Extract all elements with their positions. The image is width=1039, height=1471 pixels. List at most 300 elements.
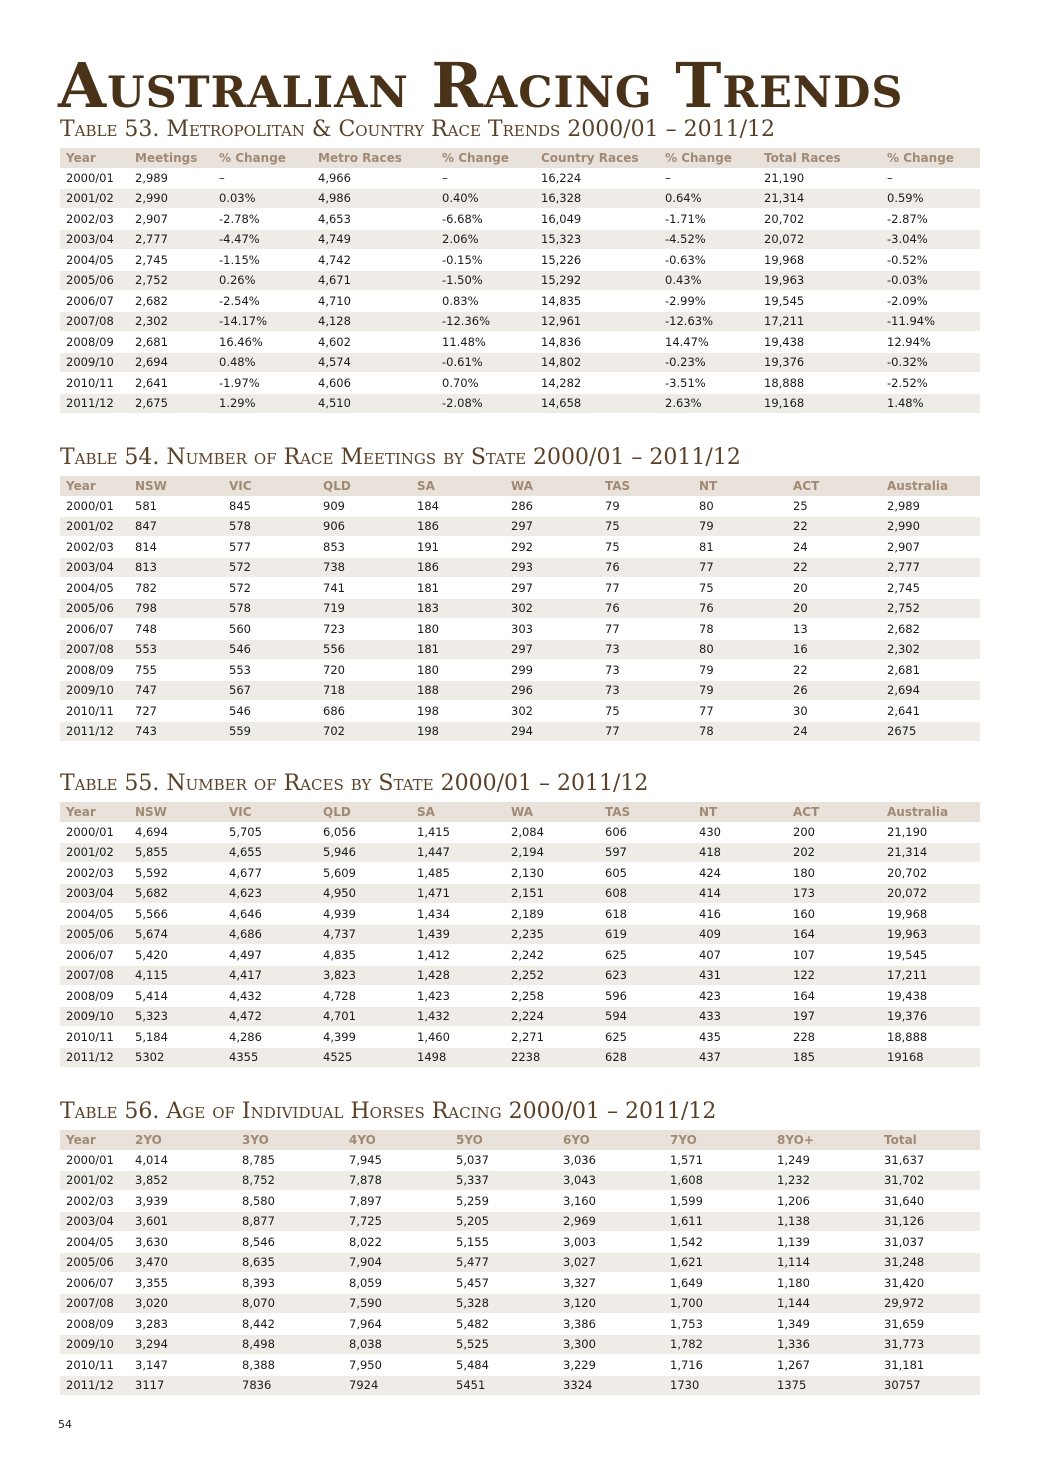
year-cell: 2008/09	[60, 660, 129, 681]
table-cell: 8,022	[343, 1232, 450, 1253]
table-cell: 4,737	[317, 924, 411, 945]
table-cell: 5,205	[450, 1211, 557, 1232]
table-cell: 1,599	[664, 1191, 771, 1212]
table-cell: 2,084	[505, 822, 599, 842]
table-cell: 1375	[771, 1375, 878, 1396]
table-row	[60, 352, 980, 373]
column-header: Australia	[881, 802, 980, 822]
column-header: Total Races	[758, 148, 881, 168]
table-row	[60, 168, 980, 188]
table-row	[60, 1006, 980, 1027]
year-cell: 2004/05	[60, 578, 129, 599]
table-cell: 3,003	[557, 1232, 664, 1253]
table-cell: 2,682	[881, 619, 980, 640]
table-cell: 2,989	[881, 496, 980, 516]
table-54-title: Table 54. Number of Race Meetings by State 2000/01 – 2011/12	[60, 445, 741, 470]
table-cell: 3,147	[129, 1355, 236, 1376]
table-cell: 31,181	[878, 1355, 980, 1376]
table-cell: 8,877	[236, 1211, 343, 1232]
table-cell: 594	[599, 1006, 693, 1027]
table-cell: 3,470	[129, 1252, 236, 1273]
year-cell: 2001/02	[60, 1170, 129, 1191]
table-cell: 164	[787, 986, 881, 1007]
table-cell: 5,037	[450, 1150, 557, 1170]
table-cell: 1,349	[771, 1314, 878, 1335]
table-cell: 198	[411, 701, 505, 722]
table-cell: 748	[129, 619, 223, 640]
column-header: 3YO	[236, 1130, 343, 1150]
table-cell: 416	[693, 904, 787, 925]
year-cell: 2005/06	[60, 270, 129, 291]
table-header-row	[60, 1130, 980, 1150]
table-cell: 14.47%	[659, 332, 758, 353]
year-cell: 2008/09	[60, 986, 129, 1007]
table-cell: 2,752	[881, 598, 980, 619]
table-row	[60, 1252, 980, 1273]
table-row	[60, 883, 980, 904]
table-cell: 4,128	[312, 311, 436, 332]
table-header-row	[60, 802, 980, 822]
table-cell: 122	[787, 965, 881, 986]
table-cell: 7836	[236, 1375, 343, 1396]
table-53-metro-country-trends	[60, 148, 980, 414]
column-header: 6YO	[557, 1130, 664, 1150]
table-cell: 2,189	[505, 904, 599, 925]
table-row	[60, 945, 980, 966]
table-row	[60, 924, 980, 945]
table-cell: 1,412	[411, 945, 505, 966]
table-cell: 608	[599, 883, 693, 904]
table-cell: 747	[129, 680, 223, 701]
table-cell: 4,497	[223, 945, 317, 966]
table-cell: 186	[411, 516, 505, 537]
table-cell: 19,545	[758, 291, 881, 312]
table-cell: 286	[505, 496, 599, 516]
table-cell: 628	[599, 1047, 693, 1068]
table-cell: 3,630	[129, 1232, 236, 1253]
year-cell: 2005/06	[60, 924, 129, 945]
table-cell: -12.63%	[659, 311, 758, 332]
table-cell: 741	[317, 578, 411, 599]
table-cell: 7,590	[343, 1293, 450, 1314]
table-row	[60, 701, 980, 722]
table-cell: 4,014	[129, 1150, 236, 1170]
table-cell: 720	[317, 660, 411, 681]
table-cell: 76	[693, 598, 787, 619]
table-cell: 4,749	[312, 229, 436, 250]
table-cell: 12.94%	[881, 332, 980, 353]
table-cell: –	[213, 168, 312, 188]
table-cell: -2.08%	[436, 393, 535, 414]
table-cell: 4,653	[312, 209, 436, 230]
table-cell: -4.52%	[659, 229, 758, 250]
table-cell: 5,477	[450, 1252, 557, 1273]
table-cell: 20	[787, 598, 881, 619]
table-row	[60, 904, 980, 925]
table-cell: 4,646	[223, 904, 317, 925]
table-cell: -0.61%	[436, 352, 535, 373]
table-cell: 6,056	[317, 822, 411, 842]
table-cell: 906	[317, 516, 411, 537]
table-cell: 29,972	[878, 1293, 980, 1314]
table-cell: 2,969	[557, 1211, 664, 1232]
table-cell: 8,752	[236, 1170, 343, 1191]
year-cell: 2002/03	[60, 537, 129, 558]
table-cell: 26	[787, 680, 881, 701]
table-cell: 782	[129, 578, 223, 599]
table-cell: -14.17%	[213, 311, 312, 332]
year-cell: 2002/03	[60, 209, 129, 230]
table-cell: 0.59%	[881, 188, 980, 209]
table-cell: 79	[693, 516, 787, 537]
table-cell: 75	[599, 701, 693, 722]
table-cell: 424	[693, 863, 787, 884]
table-cell: –	[436, 168, 535, 188]
table-cell: 0.64%	[659, 188, 758, 209]
table-cell: 4,606	[312, 373, 436, 394]
table-cell: 183	[411, 598, 505, 619]
table-cell: 7,950	[343, 1355, 450, 1376]
table-cell: 294	[505, 721, 599, 742]
table-cell: 297	[505, 516, 599, 537]
table-cell: 560	[223, 619, 317, 640]
table-cell: 718	[317, 680, 411, 701]
table-cell: 3,120	[557, 1293, 664, 1314]
table-cell: 4,286	[223, 1027, 317, 1048]
table-cell: 3,043	[557, 1170, 664, 1191]
table-cell: 197	[787, 1006, 881, 1027]
table-cell: 22	[787, 516, 881, 537]
table-cell: 853	[317, 537, 411, 558]
table-row	[60, 229, 980, 250]
table-cell: 2,907	[881, 537, 980, 558]
table-cell: 5451	[450, 1375, 557, 1396]
table-cell: 3,939	[129, 1191, 236, 1212]
table-cell: 1,485	[411, 863, 505, 884]
table-cell: 4,623	[223, 883, 317, 904]
year-cell: 2008/09	[60, 1314, 129, 1335]
table-cell: 597	[599, 842, 693, 863]
year-cell: 2007/08	[60, 639, 129, 660]
page-title: Australian Racing Trends	[58, 49, 904, 122]
table-cell: 8,635	[236, 1252, 343, 1273]
table-cell: 409	[693, 924, 787, 945]
table-cell: 553	[129, 639, 223, 660]
year-cell: 2004/05	[60, 904, 129, 925]
table-cell: 5,566	[129, 904, 223, 925]
table-cell: 4,417	[223, 965, 317, 986]
year-cell: 2007/08	[60, 1293, 129, 1314]
column-header: % Change	[881, 148, 980, 168]
table-cell: 1.48%	[881, 393, 980, 414]
table-cell: 18,888	[758, 373, 881, 394]
table-row	[60, 1170, 980, 1191]
table-cell: 4,472	[223, 1006, 317, 1027]
table-cell: 1,460	[411, 1027, 505, 1048]
table-cell: 5,482	[450, 1314, 557, 1335]
year-cell: 2006/07	[60, 945, 129, 966]
table-row	[60, 209, 980, 230]
table-cell: 4,574	[312, 352, 436, 373]
table-cell: 7,878	[343, 1170, 450, 1191]
table-cell: 75	[599, 516, 693, 537]
table-cell: 76	[599, 598, 693, 619]
table-cell: 430	[693, 822, 787, 842]
column-header: % Change	[436, 148, 535, 168]
table-row	[60, 291, 980, 312]
table-row	[60, 557, 980, 578]
table-cell: 77	[693, 701, 787, 722]
table-cell: 2,641	[129, 373, 213, 394]
table-cell: –	[881, 168, 980, 188]
table-cell: 4,986	[312, 188, 436, 209]
table-cell: 4,432	[223, 986, 317, 1007]
table-cell: 5,457	[450, 1273, 557, 1294]
table-cell: 2,990	[129, 188, 213, 209]
table-cell: 605	[599, 863, 693, 884]
table-cell: 1,249	[771, 1150, 878, 1170]
table-cell: 3,852	[129, 1170, 236, 1191]
table-cell: 188	[411, 680, 505, 701]
table-cell: 292	[505, 537, 599, 558]
table-cell: 1,139	[771, 1232, 878, 1253]
table-cell: 1,716	[664, 1355, 771, 1376]
table-cell: 1,180	[771, 1273, 878, 1294]
table-cell: -1.15%	[213, 250, 312, 271]
table-cell: 727	[129, 701, 223, 722]
table-cell: 297	[505, 578, 599, 599]
year-cell: 2003/04	[60, 557, 129, 578]
table-row	[60, 270, 980, 291]
table-cell: -12.36%	[436, 311, 535, 332]
table-cell: 31,248	[878, 1252, 980, 1273]
year-cell: 2009/10	[60, 352, 129, 373]
table-cell: 5,337	[450, 1170, 557, 1191]
table-cell: 73	[599, 680, 693, 701]
table-cell: 21,190	[758, 168, 881, 188]
table-cell: 4,686	[223, 924, 317, 945]
table-cell: 7,725	[343, 1211, 450, 1232]
table-cell: -0.63%	[659, 250, 758, 271]
table-cell: 437	[693, 1047, 787, 1068]
table-cell: 12,961	[535, 311, 659, 332]
table-cell: 2,194	[505, 842, 599, 863]
table-cell: 2,907	[129, 209, 213, 230]
table-cell: 2,242	[505, 945, 599, 966]
table-row	[60, 1355, 980, 1376]
table-cell: 5,414	[129, 986, 223, 1007]
year-cell: 2001/02	[60, 516, 129, 537]
table-cell: 78	[693, 721, 787, 742]
year-cell: 2003/04	[60, 1211, 129, 1232]
year-cell: 2011/12	[60, 393, 129, 414]
table-cell: 31,773	[878, 1334, 980, 1355]
table-row	[60, 1334, 980, 1355]
table-cell: 702	[317, 721, 411, 742]
table-cell: 625	[599, 945, 693, 966]
year-cell: 2009/10	[60, 1006, 129, 1027]
table-cell: 0.48%	[213, 352, 312, 373]
table-cell: 0.03%	[213, 188, 312, 209]
table-cell: 31,420	[878, 1273, 980, 1294]
table-cell: 0.70%	[436, 373, 535, 394]
column-header: VIC	[223, 476, 317, 496]
table-row	[60, 1314, 980, 1335]
table-cell: 572	[223, 578, 317, 599]
table-cell: 5,323	[129, 1006, 223, 1027]
table-cell: 4,710	[312, 291, 436, 312]
table-cell: 1,608	[664, 1170, 771, 1191]
page-number: 54	[58, 1418, 72, 1431]
table-cell: 847	[129, 516, 223, 537]
year-cell: 2006/07	[60, 1273, 129, 1294]
table-cell: 2,777	[881, 557, 980, 578]
table-cell: 738	[317, 557, 411, 578]
year-cell: 2010/11	[60, 1355, 129, 1376]
table-header-row	[60, 476, 980, 496]
table-cell: 3,327	[557, 1273, 664, 1294]
table-cell: 4,950	[317, 883, 411, 904]
table-cell: 2,675	[129, 393, 213, 414]
table-54-meetings-by-state	[60, 476, 980, 742]
table-cell: 17,211	[758, 311, 881, 332]
table-header-row	[60, 148, 980, 168]
year-cell: 2007/08	[60, 311, 129, 332]
table-cell: 16	[787, 639, 881, 660]
table-row	[60, 1232, 980, 1253]
table-cell: 4,655	[223, 842, 317, 863]
table-56-title: Table 56. Age of Individual Horses Racing 2000/01 – 2011/12	[60, 1099, 717, 1124]
table-cell: 0.83%	[436, 291, 535, 312]
table-row	[60, 986, 980, 1007]
table-row	[60, 311, 980, 332]
table-cell: 2,752	[129, 270, 213, 291]
table-cell: -11.94%	[881, 311, 980, 332]
table-cell: 31,702	[878, 1170, 980, 1191]
table-cell: 24	[787, 721, 881, 742]
table-cell: 3,020	[129, 1293, 236, 1314]
table-row	[60, 1027, 980, 1048]
table-cell: 618	[599, 904, 693, 925]
table-cell: 8,059	[343, 1273, 450, 1294]
table-row	[60, 842, 980, 863]
table-cell: 2,989	[129, 168, 213, 188]
table-cell: 16,049	[535, 209, 659, 230]
table-cell: 181	[411, 639, 505, 660]
table-cell: 1,428	[411, 965, 505, 986]
table-cell: 5,592	[129, 863, 223, 884]
table-cell: 13	[787, 619, 881, 640]
table-cell: 2238	[505, 1047, 599, 1068]
table-row	[60, 660, 980, 681]
table-cell: -0.23%	[659, 352, 758, 373]
table-cell: 1,471	[411, 883, 505, 904]
year-cell: 2009/10	[60, 680, 129, 701]
table-row	[60, 721, 980, 742]
table-cell: 1,432	[411, 1006, 505, 1027]
table-cell: 1,267	[771, 1355, 878, 1376]
table-cell: 20,702	[881, 863, 980, 884]
table-cell: 3,300	[557, 1334, 664, 1355]
table-row	[60, 965, 980, 986]
column-header: TAS	[599, 476, 693, 496]
table-cell: 2,745	[881, 578, 980, 599]
table-row	[60, 332, 980, 353]
table-cell: 160	[787, 904, 881, 925]
column-header: 4YO	[343, 1130, 450, 1150]
table-cell: 4525	[317, 1047, 411, 1068]
column-header: ACT	[787, 476, 881, 496]
table-cell: 798	[129, 598, 223, 619]
table-cell: 0.43%	[659, 270, 758, 291]
table-cell: 2,990	[881, 516, 980, 537]
table-cell: 1,336	[771, 1334, 878, 1355]
table-cell: 578	[223, 598, 317, 619]
table-cell: 2,235	[505, 924, 599, 945]
table-cell: 8,785	[236, 1150, 343, 1170]
table-cell: 302	[505, 598, 599, 619]
table-cell: 31,037	[878, 1232, 980, 1253]
table-cell: 3,823	[317, 965, 411, 986]
table-row	[60, 1375, 980, 1396]
table-cell: 3324	[557, 1375, 664, 1396]
table-cell: 14,835	[535, 291, 659, 312]
table-cell: 180	[411, 619, 505, 640]
table-cell: 2,302	[881, 639, 980, 660]
table-row	[60, 619, 980, 640]
year-cell: 2009/10	[60, 1334, 129, 1355]
table-cell: 845	[223, 496, 317, 516]
table-cell: -0.32%	[881, 352, 980, 373]
table-cell: 20	[787, 578, 881, 599]
table-cell: 2,681	[881, 660, 980, 681]
table-cell: 30757	[878, 1375, 980, 1396]
year-cell: 2002/03	[60, 863, 129, 884]
column-header: 2YO	[129, 1130, 236, 1150]
table-row	[60, 822, 980, 842]
table-cell: 1,114	[771, 1252, 878, 1273]
table-cell: -2.87%	[881, 209, 980, 230]
table-cell: -4.47%	[213, 229, 312, 250]
year-cell: 2000/01	[60, 496, 129, 516]
table-cell: 20,702	[758, 209, 881, 230]
table-cell: 1,542	[664, 1232, 771, 1253]
table-cell: 2,130	[505, 863, 599, 884]
table-cell: 2,151	[505, 883, 599, 904]
table-cell: 1,753	[664, 1314, 771, 1335]
table-cell: 2,694	[881, 680, 980, 701]
column-header: Year	[60, 1130, 129, 1150]
table-cell: 7,897	[343, 1191, 450, 1212]
table-cell: 5,705	[223, 822, 317, 842]
table-cell: 164	[787, 924, 881, 945]
year-cell: 2010/11	[60, 701, 129, 722]
column-header: SA	[411, 476, 505, 496]
table-cell: 8,070	[236, 1293, 343, 1314]
column-header: NSW	[129, 802, 223, 822]
table-cell: 16.46%	[213, 332, 312, 353]
table-55-races-by-state	[60, 802, 980, 1068]
table-cell: 4,677	[223, 863, 317, 884]
table-cell: 2,252	[505, 965, 599, 986]
table-cell: 1,434	[411, 904, 505, 925]
table-cell: 19,963	[758, 270, 881, 291]
table-cell: 19,376	[758, 352, 881, 373]
table-cell: -0.03%	[881, 270, 980, 291]
table-cell: 80	[693, 496, 787, 516]
table-cell: 11.48%	[436, 332, 535, 353]
table-cell: 0.26%	[213, 270, 312, 291]
